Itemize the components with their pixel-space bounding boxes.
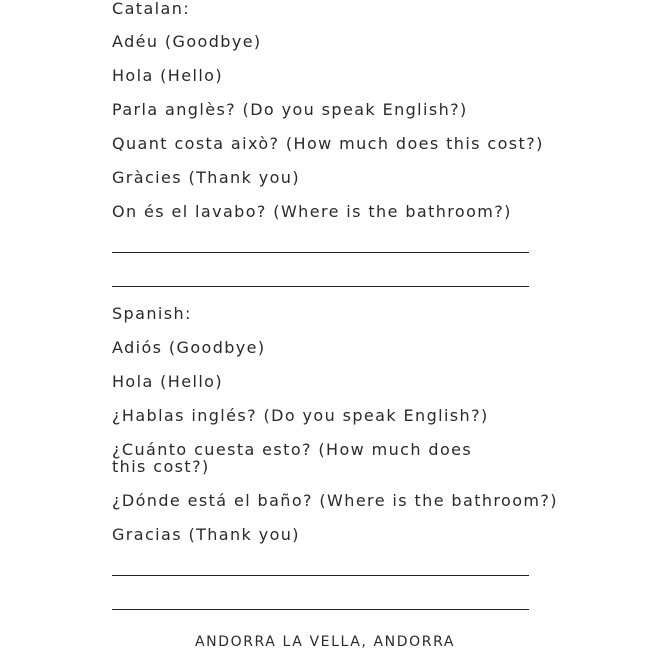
- catalan-writing-line-1: [112, 252, 529, 253]
- location-footer: ANDORRA LA VELLA, ANDORRA: [194, 634, 456, 650]
- catalan-phrase-bathroom: On és el lavabo? (Where is the bathroom?): [112, 202, 512, 221]
- catalan-phrase-thank-you: Gràcies (Thank you): [112, 168, 300, 187]
- catalan-phrase-cost: Quant costa això? (How much does this cost?): [112, 134, 544, 153]
- spanish-phrase-cost: ¿Cuánto cuesta esto? (How much does this cost?): [112, 440, 473, 476]
- catalan-phrase-goodbye: Adéu (Goodbye): [112, 32, 262, 51]
- catalan-writing-line-2: [112, 286, 529, 287]
- spanish-phrase-bathroom: ¿Dónde está el baño? (Where is the bathroom?): [112, 491, 558, 510]
- spanish-heading: Spanish:: [112, 304, 192, 323]
- spanish-writing-line-2: [112, 609, 529, 610]
- spanish-phrase-goodbye: Adiós (Goodbye): [112, 338, 266, 357]
- spanish-phrase-speak-english: ¿Hablas inglés? (Do you speak English?): [112, 406, 489, 425]
- spanish-writing-line-1: [112, 575, 529, 576]
- catalan-heading: Catalan:: [112, 0, 191, 18]
- catalan-phrase-hello: Hola (Hello): [112, 66, 223, 85]
- catalan-phrase-speak-english: Parla anglès? (Do you speak English?): [112, 100, 468, 119]
- spanish-phrase-hello: Hola (Hello): [112, 372, 223, 391]
- spanish-phrase-thank-you: Gracias (Thank you): [112, 525, 300, 544]
